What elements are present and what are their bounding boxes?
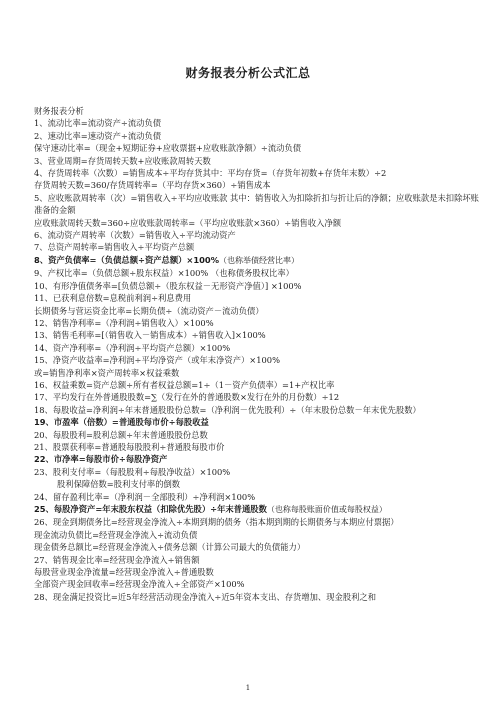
formula-line xyxy=(34,404,484,416)
formula-text: 现金流动负债比=经营现金净流入÷流动负债 xyxy=(34,529,198,540)
formula-line xyxy=(34,305,484,317)
formula-text: 16、权益乘数=资产总额÷所有者权益总额=1÷（1－资产负债率）=1+产权比率 xyxy=(34,379,335,390)
formula-text: 18、每股收益=净利润÷年末普通股股份总数=（净利润－优先股利）÷（年末股份总数－年末优先股数） xyxy=(34,404,421,415)
formula-text: 13、销售毛利率=[（销售收入－销售成本）÷销售收入]×100% xyxy=(34,330,266,341)
formula-line xyxy=(34,578,484,590)
formula-line xyxy=(34,317,484,329)
formula-text: 28、现金满足投资比=近5年经营活动现金净流入÷近5年资本支出、存货增加、现金股利之和 xyxy=(34,591,377,602)
formula-line xyxy=(34,241,484,253)
formula-text: 15、净资产收益率=净利润÷平均净资产（或年末净资产）×100% xyxy=(34,355,280,366)
page-number: 1 xyxy=(245,684,251,692)
formula-line xyxy=(34,367,484,379)
formula-line xyxy=(34,478,484,490)
formula-line xyxy=(34,254,484,267)
formula-text: 27、销售现金比率=经营现金净流入÷销售额 xyxy=(34,554,200,565)
formula-text: 每股营业现金净流量=经营现金净流入÷普通股数 xyxy=(34,567,214,578)
formula-text: 现金债务总额比=经营现金净流入÷债务总额（计算公司最大的负债能力） xyxy=(34,542,306,553)
formula-text: 3、营业周期=存货周转天数+应收账款周转天数 xyxy=(34,155,211,166)
formula-text: 12、销售净利率=（净利润÷销售收入）×100% xyxy=(34,317,214,328)
formula-text: 14、资产净利率=（净利润÷平均资产总额）×100% xyxy=(34,342,231,353)
formula-line xyxy=(34,591,484,603)
formula-note: （也称每股账面价值或每股权益） xyxy=(266,505,387,514)
formula-text: 9、产权比率=（负债总额÷股东权益）×100% （也称债务股权比率） xyxy=(34,268,294,279)
formula-text: 21、股票获利率=普通股每股股利÷普通股每股市价 xyxy=(34,441,225,452)
formula-line xyxy=(34,554,484,566)
formula-line xyxy=(34,391,484,403)
formula-note: （也称举债经营比率） xyxy=(219,255,300,265)
formula-line xyxy=(34,416,484,428)
formula-text: 股利保障倍数=股利支付率的倒数 xyxy=(57,479,181,490)
formula-line xyxy=(34,142,484,154)
formula-line xyxy=(34,453,484,465)
formula-list xyxy=(34,105,484,603)
formula-line xyxy=(34,179,484,191)
formula-line xyxy=(34,541,484,553)
formula-text: 7、总资产周转率=销售收入÷平均资产总额 xyxy=(34,242,195,253)
formula-line xyxy=(34,566,484,578)
formula-line xyxy=(34,280,484,292)
formula-text: 存货周转天数=360/存货周转率=（平均存货×360）÷销售成本 xyxy=(34,180,271,191)
formula-text: 10、有形净值债务率=[负债总额÷（股东权益－无形资产净值）] ×100% xyxy=(34,280,302,291)
formula-line xyxy=(34,466,484,478)
formula-text: 2、速动比率=速动资产÷流动负债 xyxy=(34,130,162,141)
formula-text: 4、存货周转率（次数）=销售成本÷平均存货其中：平均存货=（存货年初数+存货年末数）÷2 xyxy=(34,168,387,179)
formula-line xyxy=(34,130,484,142)
formula-line xyxy=(34,516,484,528)
formula-text: 22、市净率=每股市价÷每股净资产 xyxy=(34,454,168,465)
formula-text: 应收账款周转天数=360÷应收账款周转率=（平均应收账款×360）÷销售收入净额 xyxy=(34,217,342,228)
formula-line xyxy=(34,379,484,391)
formula-line xyxy=(34,155,484,167)
formula-text: 或=销售净利率×资产周转率×权益乘数 xyxy=(34,367,180,378)
formula-line xyxy=(34,229,484,241)
formula-text: 24、留存盈利比率=（净利润－全部股利）÷净利润×100% xyxy=(34,491,256,502)
formula-line xyxy=(34,429,484,441)
formula-line xyxy=(34,529,484,541)
formula-line xyxy=(34,217,484,229)
formula-text: 财务报表分析 xyxy=(34,106,84,116)
formula-text: 26、现金到期债务比=经营现金净流入÷本期到期的债务（指本期到期的长期债务与本期应付票据） xyxy=(34,517,399,528)
formula-text: 11、已获利息倍数=息税前利润÷利息费用 xyxy=(34,293,192,304)
formula-text: 17、平均发行在外普通股股数=∑（发行在外的普通股数×发行在外的月份数）÷12 xyxy=(34,392,340,403)
formula-line xyxy=(34,167,484,179)
formula-text: 19、市盈率（倍数）=普通股每市价÷每股收益 xyxy=(34,417,209,428)
formula-text: 长期债务与营运资金比率=长期负债÷（流动资产－流动负债） xyxy=(34,305,264,316)
formula-line xyxy=(34,267,484,279)
formula-line xyxy=(34,105,484,117)
formula-line xyxy=(34,441,484,453)
formula-line xyxy=(34,329,484,341)
formula-text: 5、应收账款周转率（次）=销售收入÷平均应收账款 其中：销售收入为扣除折扣与折让后的净额；应收账款是未扣除坏账准备的金额 xyxy=(34,192,479,216)
formula-line xyxy=(34,342,484,354)
formula-text: 23、股利支付率=（每股股利÷每股净收益）×100% xyxy=(34,466,231,477)
formula-text: 20、每股股利=股利总额÷年末普通股股份总数 xyxy=(34,429,208,440)
formula-line xyxy=(34,491,484,503)
formula-text: 25、每股净资产=年末股东权益（扣除优先股）÷年末普通股数 xyxy=(34,504,267,514)
formula-text: 保守速动比率=（现金+短期证券+应收票据+应收账款净额）÷流动负债 xyxy=(34,143,302,154)
formula-line xyxy=(34,117,484,129)
formula-line xyxy=(34,292,484,304)
formula-line xyxy=(34,354,484,366)
formula-text: 1、流动比率=流动资产÷流动负债 xyxy=(34,118,162,129)
formula-text: 全部资产现金回收率=经营现金净流入÷全部资产×100% xyxy=(34,579,245,590)
formula-text: 8、资产负债率=（负债总额÷资产总额）×100% xyxy=(34,254,220,265)
document-title: 财务报表分析公式汇总 xyxy=(185,66,311,80)
formula-text: 6、流动资产周转率（次数）=销售收入÷平均流动资产 xyxy=(34,230,236,241)
formula-line xyxy=(34,503,484,516)
formula-line xyxy=(34,192,484,217)
